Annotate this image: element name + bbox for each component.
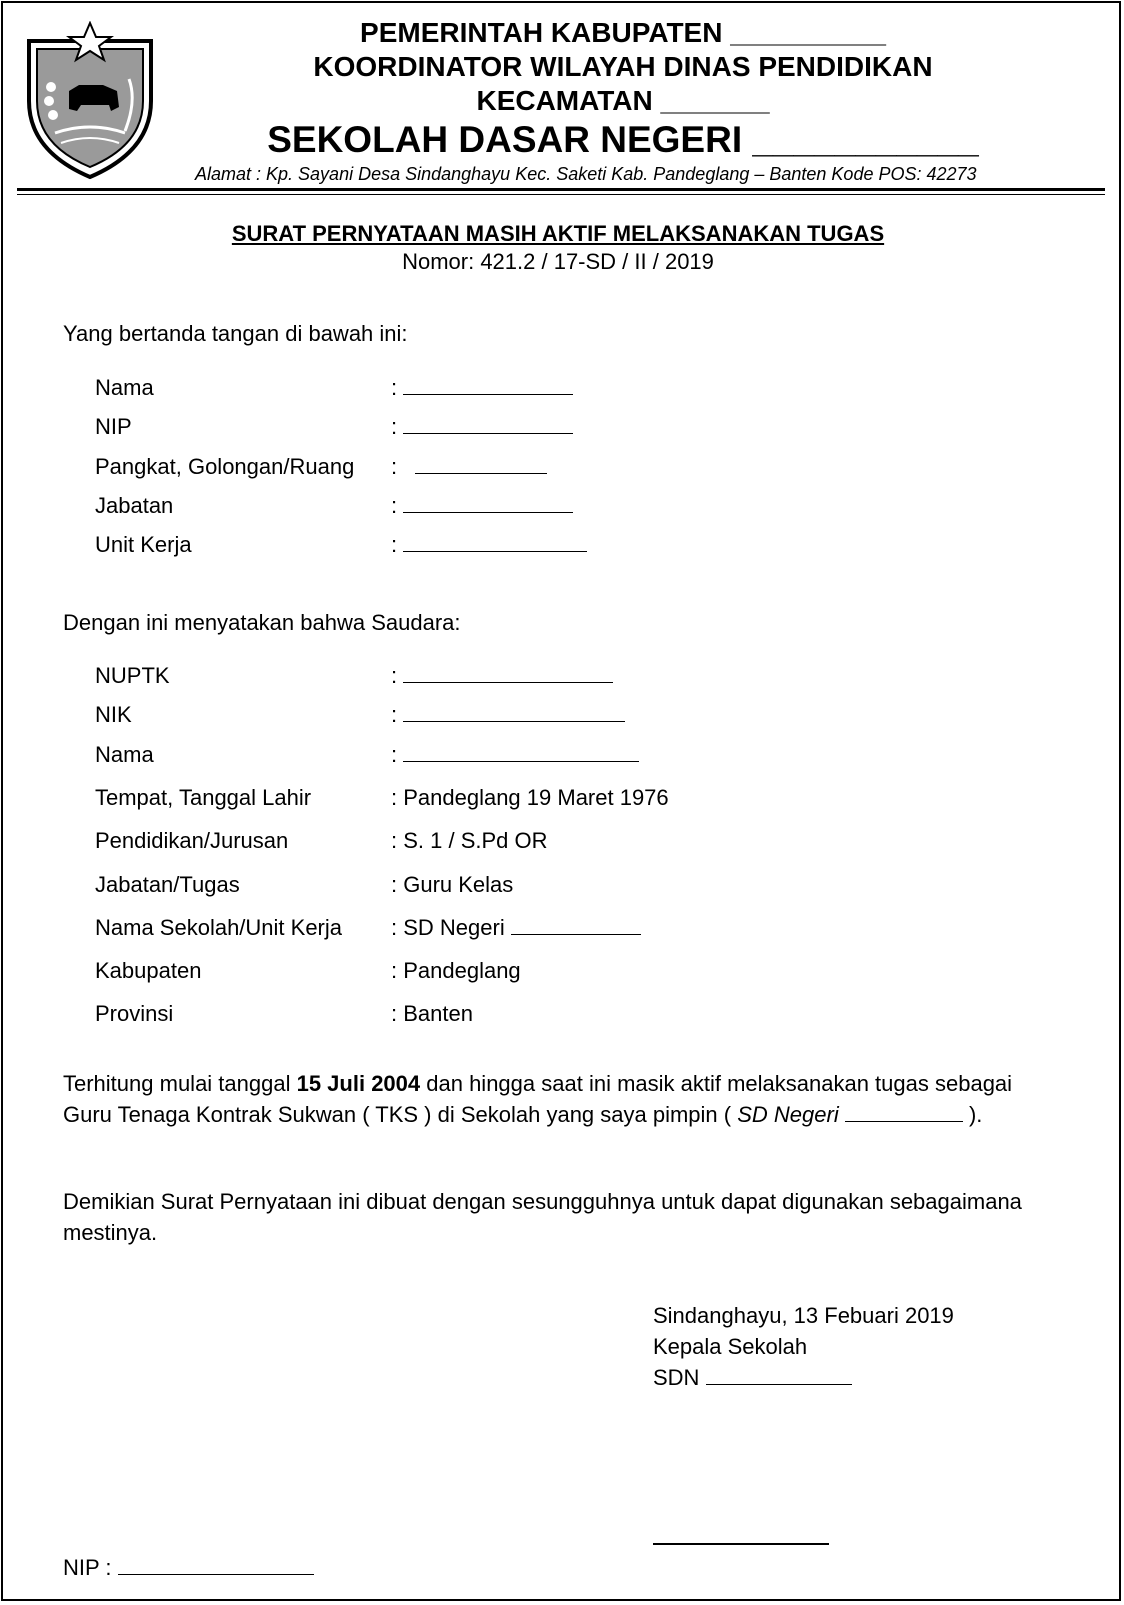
signer-value-nip: : [391, 414, 573, 440]
header-coordinator: KOORDINATOR WILAYAH DINAS PENDIDIKAN [313, 51, 933, 82]
subject-label-birth: Tempat, Tanggal Lahir [95, 785, 312, 810]
subject-value-education: : S. 1 / S.Pd OR [391, 828, 548, 853]
subject-label-province: Provinsi [95, 1001, 174, 1026]
header-district: KECAMATAN _______ [476, 85, 770, 116]
subject-value-nama: : [391, 742, 639, 768]
document-page [1, 1, 1121, 1601]
header-school-name: SEKOLAH DASAR NEGERI ___________ [267, 119, 979, 160]
signer-label-nama: Nama [95, 375, 154, 400]
signer-value-nama: : [391, 375, 573, 401]
subject-value-school: : SD Negeri [391, 915, 641, 941]
header-divider-thick [17, 188, 1105, 191]
document-number: Nomor: 421.2 / 17-SD / II / 2019 [402, 249, 714, 274]
subject-label-education: Pendidikan/Jurusan [95, 828, 289, 853]
signature-school: SDN [653, 1365, 852, 1391]
statement-intro: Dengan ini menyatakan bahwa Saudara: [63, 610, 461, 635]
signer-label-jabatan: Jabatan [95, 493, 174, 518]
subject-label-nik: NIK [95, 702, 132, 727]
signer-label-pangkat: Pangkat, Golongan/Ruang [95, 454, 355, 479]
header-government: PEMERINTAH KABUPATEN __________ [360, 17, 886, 48]
signer-value-jabatan: : [391, 493, 573, 519]
signer-value-pangkat: : [391, 454, 547, 480]
subject-value-nuptk: : [391, 663, 613, 689]
body-paragraph-closing: Demikian Surat Pernyataan ini dibuat dengan sesungguhnya untuk dapat digunakan sebagaimana mestinya. [63, 1189, 1022, 1245]
subject-label-nuptk: NUPTK [95, 663, 170, 688]
subject-value-regency: : Pandeglang [391, 958, 521, 983]
subject-value-province: : Banten [391, 1001, 473, 1026]
subject-label-nama: Nama [95, 742, 154, 767]
footer-nip: NIP : [63, 1555, 314, 1581]
subject-value-nik: : [391, 702, 625, 728]
body-paragraph-service: Terhitung mulai tanggal 15 Juli 2004 dan hingga saat ini masik aktif melaksanakan tugas sebagai Guru Tenaga Kontrak Sukwan ( TKS ) di Sekolah yang saya pimpin ( SD Negeri ). [63, 1071, 1013, 1127]
signer-label-unit-kerja: Unit Kerja [95, 532, 192, 557]
document-title: SURAT PERNYATAAN MASIH AKTIF MELAKSANAKAN TUGAS [231, 221, 885, 246]
subject-value-birth: : Pandeglang 19 Maret 1976 [391, 785, 669, 810]
header-address: Alamat : Kp. Sayani Desa Sindanghayu Kec. Saketi Kab. Pandeglang – Banten Kode POS: 42273 [195, 164, 977, 184]
subject-label-position: Jabatan/Tugas [95, 872, 240, 897]
header-divider-thin [17, 194, 1105, 195]
signature-place-date: Sindanghayu, 13 Febuari 2019 [653, 1303, 954, 1328]
signature-line [653, 1543, 829, 1545]
intro-text: Yang bertanda tangan di bawah ini: [63, 321, 408, 346]
subject-label-school: Nama Sekolah/Unit Kerja [95, 915, 343, 940]
subject-label-regency: Kabupaten [95, 958, 202, 983]
signer-value-unit-kerja: : [391, 532, 587, 558]
signer-label-nip: NIP [95, 414, 132, 439]
signature-role: Kepala Sekolah [653, 1334, 808, 1359]
subject-value-position: : Guru Kelas [391, 872, 514, 897]
